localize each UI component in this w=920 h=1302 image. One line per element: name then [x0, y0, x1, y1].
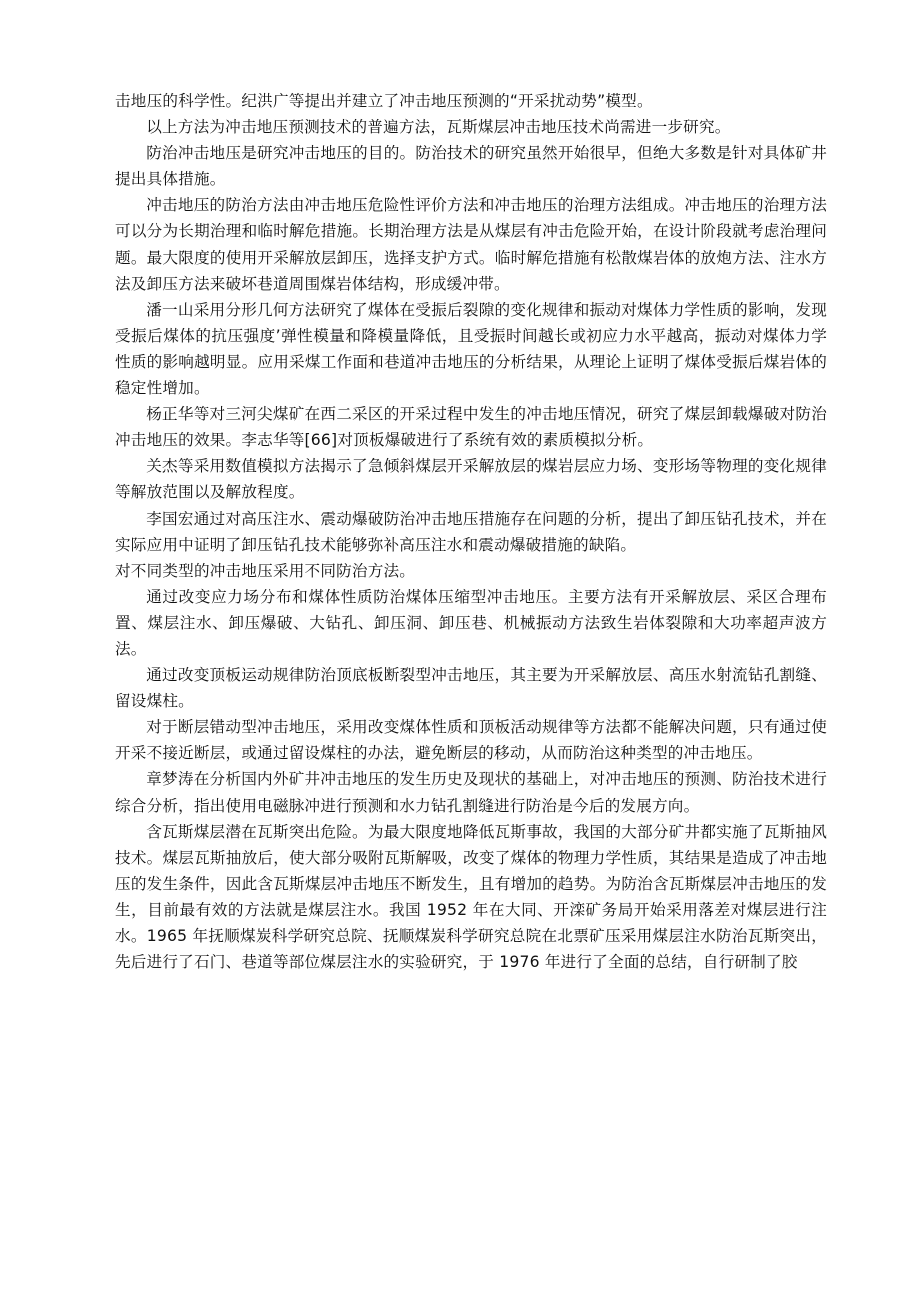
paragraph-1: 击地压的科学性。纪洪广等提出并建立了冲击地压预测的“开采扰动势”模型。 [115, 92, 653, 110]
paragraph-13: 章梦涛在分析国内外矿井冲击地压的发生历史及现状的基础上，对冲击地压的预测、防治技术进行综合分析，指出使用电磁脉冲进行预测和水力钻孔割缝进行防治是今后的发展方向。 [115, 770, 827, 815]
paragraph-10: 通过改变应力场分布和煤体性质防治煤体压缩型冲击地压。主要方法有开采解放层、采区合理布置、煤层注水、卸压爆破、大钻孔、卸压洞、卸压巷、机械振动方法致生岩体裂隙和大功率超声波方法。 [115, 587, 827, 658]
paragraph-9: 对不同类型的冲击地压采用不同防治方法。 [115, 561, 416, 580]
paragraph-14: 含瓦斯煤层潜在瓦斯突出危险。为最大限度地降低瓦斯事故，我国的大部分矿井都实施了瓦斯抽风技术。煤层瓦斯抽放后，使大部分吸附瓦斯解吸，改变了煤体的物理力学性质，其结果是造成了冲击地压的发生条件，因此含瓦斯煤层冲击地压不断发生，且有增加的趋势。为防治含瓦斯煤层冲击地压的发生，目前最有效的方法就是煤层注水。我国 1952 年在大同、开滦矿务局开始采用落差对煤层进行注水。1965 年抚顺煤炭科学研究总院、抚顺煤炭科学研究总院在北票矿压采用煤层注水防治瓦斯突出，先后进行了石门、巷道等部位煤层注水的实验研究，于 1976 年进行了全面的总结，自行研制了胶 [115, 822, 827, 972]
paragraph-8: 李国宏通过对高压注水、震动爆破防治冲击地压措施存在问题的分析，提出了卸压钻孔技术，并在实际应用中证明了卸压钻孔技术能够弥补高压注水和震动爆破措施的缺陷。 [115, 509, 827, 554]
document-body [115, 88, 827, 975]
paragraph-5: 潘一山采用分形几何方法研究了煤体在受振后裂隙的变化规律和振动对煤体力学性质的影响，发现受振后煤体的抗压强度’弹性模量和降模量降低，且受振时间越长或初应力水平越高，振动对煤体力学性质的影响越明显。应用采煤工作面和巷道冲击地压的分析结果，从理论上证明了煤体受振后煤岩体的稳定性增加。 [115, 300, 827, 398]
paragraph-11: 通过改变顶板运动规律防治顶底板断裂型冲击地压，其主要为开采解放层、高压水射流钻孔割缝、留设煤柱。 [115, 666, 827, 711]
paragraph-6: 杨正华等对三河尖煤矿在西二采区的开采过程中发生的冲击地压情况，研究了煤层卸载爆破对防治冲击地压的效果。李志华等[66]对顶板爆破进行了系统有效的素质模拟分析。 [115, 405, 827, 450]
paragraph-4: 冲击地压的防治方法由冲击地压危险性评价方法和冲击地压的治理方法组成。冲击地压的治理方法可以分为长期治理和临时解危措施。长期治理方法是从煤层有冲击危险开始，在设计阶段就考虑治理问题。最大限度的使用开采解放层卸压，选择支护方式。临时解危措施有松散煤岩体的放炮方法、注水方法及卸压方法来破坏巷道周围煤岩体结构，形成缓冲带。 [115, 196, 827, 293]
paragraph-7: 关杰等采用数值模拟方法揭示了急倾斜煤层开采解放层的煤岩层应力场、变形场等物理的变化规律等解放范围以及解放程度。 [115, 457, 827, 502]
paragraph-2: 以上方法为冲击地压预测技术的普遍方法，瓦斯煤层冲击地压技术尚需进一步研究。 [146, 118, 731, 137]
paragraph-12: 对于断层错动型冲击地压，采用改变煤体性质和顶板活动规律等方法都不能解决问题，只有通过使开采不接近断层，或通过留设煤柱的办法，避免断层的移动，从而防治这种类型的冲击地压。 [115, 718, 827, 763]
paragraph-3: 防治冲击地压是研究冲击地压的目的。防治技术的研究虽然开始很早，但绝大多数是针对具体矿井提出具体措施。 [115, 144, 827, 189]
